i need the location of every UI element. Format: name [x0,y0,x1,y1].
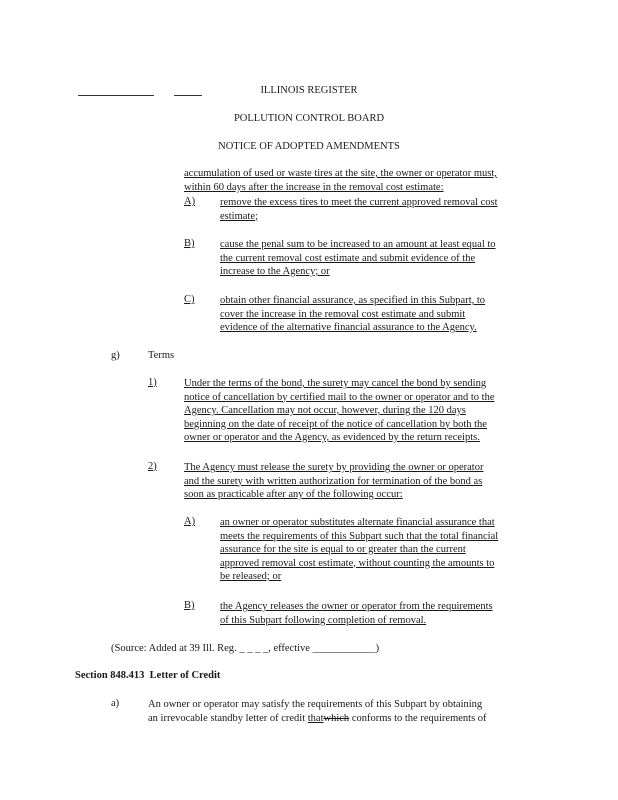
g-title: Terms [148,350,175,361]
section-a-text: An owner or operator may satisfy the requirements of this Subpart by obtaining an irrevocable standby letter of credit thatwhich conforms to the requirements of [148,699,487,724]
intro-line-2: within 60 days after the increase in the removal cost estimate: [184,182,444,193]
source-note: (Source: Added at 39 Ill. Reg. _ _ _ _, effective ____________) [111,643,380,654]
notice-title: NOTICE OF ADOPTED AMENDMENTS [218,141,400,152]
item-c-text: obtain other financial assurance, as specified in this Subpart, to cover the increase in the removal cost estimate and submit evidence of the alternative financial assurance to the Agency. [220,295,486,333]
section-heading: Section 848.413 Letter of Credit [75,670,221,681]
board-title: POLLUTION CONTROL BOARD [233,113,385,124]
section-a-label: a) [111,698,120,709]
g2-item-a-text: an owner or operator substitutes alternate financial assurance that meets the requirements of this Subpart such that the total financial assurance for the site is equal to or greater than the current approved removal cost estimate, without counting the amounts to be released; or [220,517,499,582]
g1-label: 1) [148,377,157,388]
register-title: ILLINOIS REGISTER [260,85,358,96]
g2-label: 2) [148,461,157,472]
item-b-text: cause the penal sum to be increased to an amount at least equal to the current removal cost estimate and submit evidence of the increase to the Agency; or [220,239,496,277]
g2-text: The Agency must release the surety by providing the owner or operator and the surety with written authorization for termination of the bond as soon as practicable after any of the following occur: [184,462,484,500]
item-c-label: C) [184,294,195,305]
item-b-label: B) [184,238,195,249]
g1-text: Under the terms of the bond, the surety may cancel the bond by sending notice of cancellation by certified mail to the owner or operator and to the Agency. Cancellation may not occur, however, during the 120 days beginning on the date of receipt of the notice of cancellation by both the owner or operator and the Agency, as evidenced by the return receipts. [184,378,495,443]
g2-item-b-text: the Agency releases the owner or operator from the requirements of this Subpart following completion of removal. [220,601,493,626]
g2-item-b-label: B) [184,600,195,611]
g-label: g) [111,350,120,361]
item-a-text: remove the excess tires to meet the current approved removal cost estimate; [220,197,498,222]
deleted-word: which [323,712,350,724]
item-a-label: A) [184,196,196,207]
intro-line-1: accumulation of used or waste tires at the site, the owner or operator must, [184,168,497,179]
g2-item-a-label: A) [184,516,196,527]
inserted-word: that [307,712,324,724]
